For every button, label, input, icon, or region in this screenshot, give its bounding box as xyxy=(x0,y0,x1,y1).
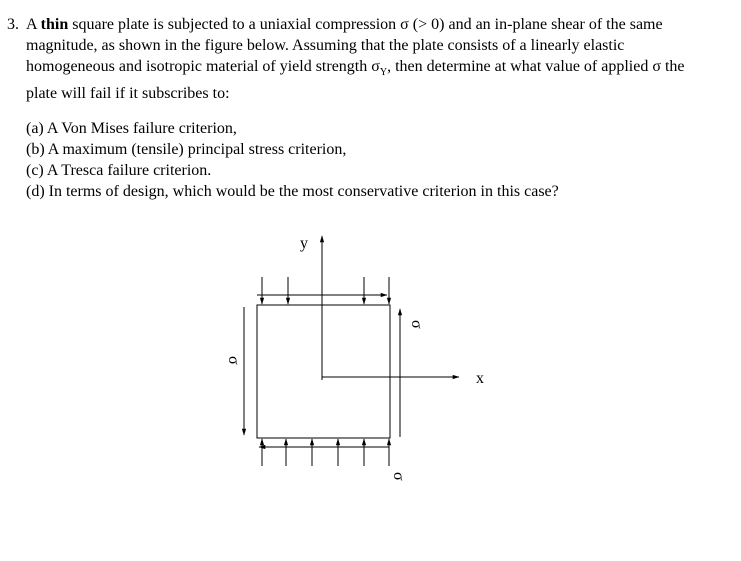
statement-part-2: square plate is subjected to a uniaxial compression σ (> 0) and an in-plane shear of the same magnitude, as shown in the figure below. Assuming that the plate consists of a linearly elastic homogeneous and isotropic material of yield strength σ xyxy=(26,16,663,75)
sub-question-b: (b) A maximum (tensile) principal stress criterion, xyxy=(26,141,347,159)
question-number: 3. xyxy=(7,16,19,33)
statement-part-3: , then determine at what value of applied σ the plate will fail if it subscribes to: xyxy=(26,58,685,103)
top-compression-arrows xyxy=(262,277,389,304)
sigma-label-left: σ xyxy=(225,356,242,365)
sigma-label-right-top: σ xyxy=(408,320,425,329)
statement-part-1: A xyxy=(26,16,41,33)
bottom-compression-arrows xyxy=(262,439,389,466)
sub-question-d: (d) In terms of design, which would be the most conservative criterion in this case? xyxy=(26,183,559,201)
yield-subscript: Y xyxy=(379,67,388,79)
x-axis-label: x xyxy=(476,370,484,387)
sigma-label-right-bottom: σ xyxy=(390,472,407,481)
sub-question-c: (c) A Tresca failure criterion. xyxy=(26,162,212,180)
y-axis-label: y xyxy=(300,235,308,252)
square-plate xyxy=(257,305,390,438)
statement-bold-word: thin xyxy=(40,16,69,33)
sub-question-a: (a) A Von Mises failure criterion, xyxy=(26,120,237,138)
